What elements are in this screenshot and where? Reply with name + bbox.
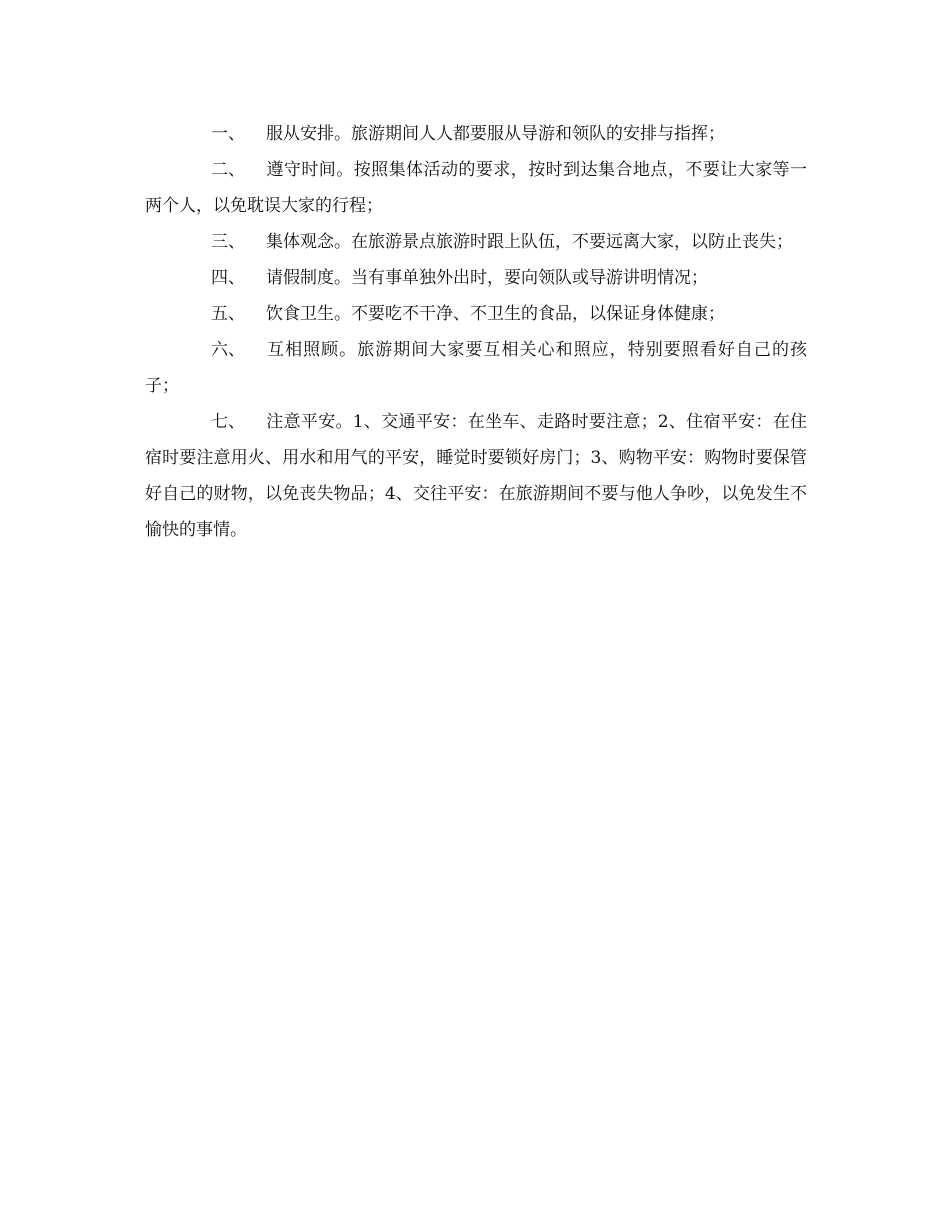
list-item [145, 296, 807, 332]
item-text: 互相照顾。旅游期间大家要互相关心和照应，特别要照看好自己的孩子； [145, 340, 807, 396]
item-text: 服从安排。旅游期间人人都要服从导游和领队的安排与指挥； [266, 124, 725, 144]
document-body [145, 116, 807, 548]
item-number: 三、 [211, 232, 245, 252]
item-text: 集体观念。在旅游景点旅游时跟上队伍，不要远离大家，以防止丧失； [266, 232, 793, 252]
list-item [145, 224, 807, 260]
item-text: 注意平安。1、交通平安：在坐车、走路时要注意；2、住宿平安：在住宿时要注意用火、用水和用气的平安，睡觉时要锁好房门；3、购物平安：购物时要保管好自己的财物，以免丧失物品；4、交往平安：在旅游期间不要与他人争吵，以免发生不愉快的事情。 [145, 412, 807, 540]
item-number: 五、 [211, 304, 245, 324]
item-number: 四、 [211, 268, 245, 288]
list-item [145, 332, 807, 404]
list-item [145, 404, 807, 548]
list-item [145, 116, 807, 152]
item-text: 遵守时间。按照集体活动的要求，按时到达集合地点，不要让大家等一两个人，以免耽误大家的行程； [145, 160, 807, 216]
item-text: 饮食卫生。不要吃不干净、不卫生的食品，以保证身体健康； [266, 304, 725, 324]
item-number: 二、 [211, 160, 245, 180]
list-item [145, 260, 807, 296]
item-number: 六、 [211, 340, 245, 360]
list-item [145, 152, 807, 224]
item-text: 请假制度。当有事单独外出时，要向领队或导游讲明情况； [266, 268, 708, 288]
item-number: 一、 [211, 124, 245, 144]
item-number: 七、 [211, 412, 245, 432]
